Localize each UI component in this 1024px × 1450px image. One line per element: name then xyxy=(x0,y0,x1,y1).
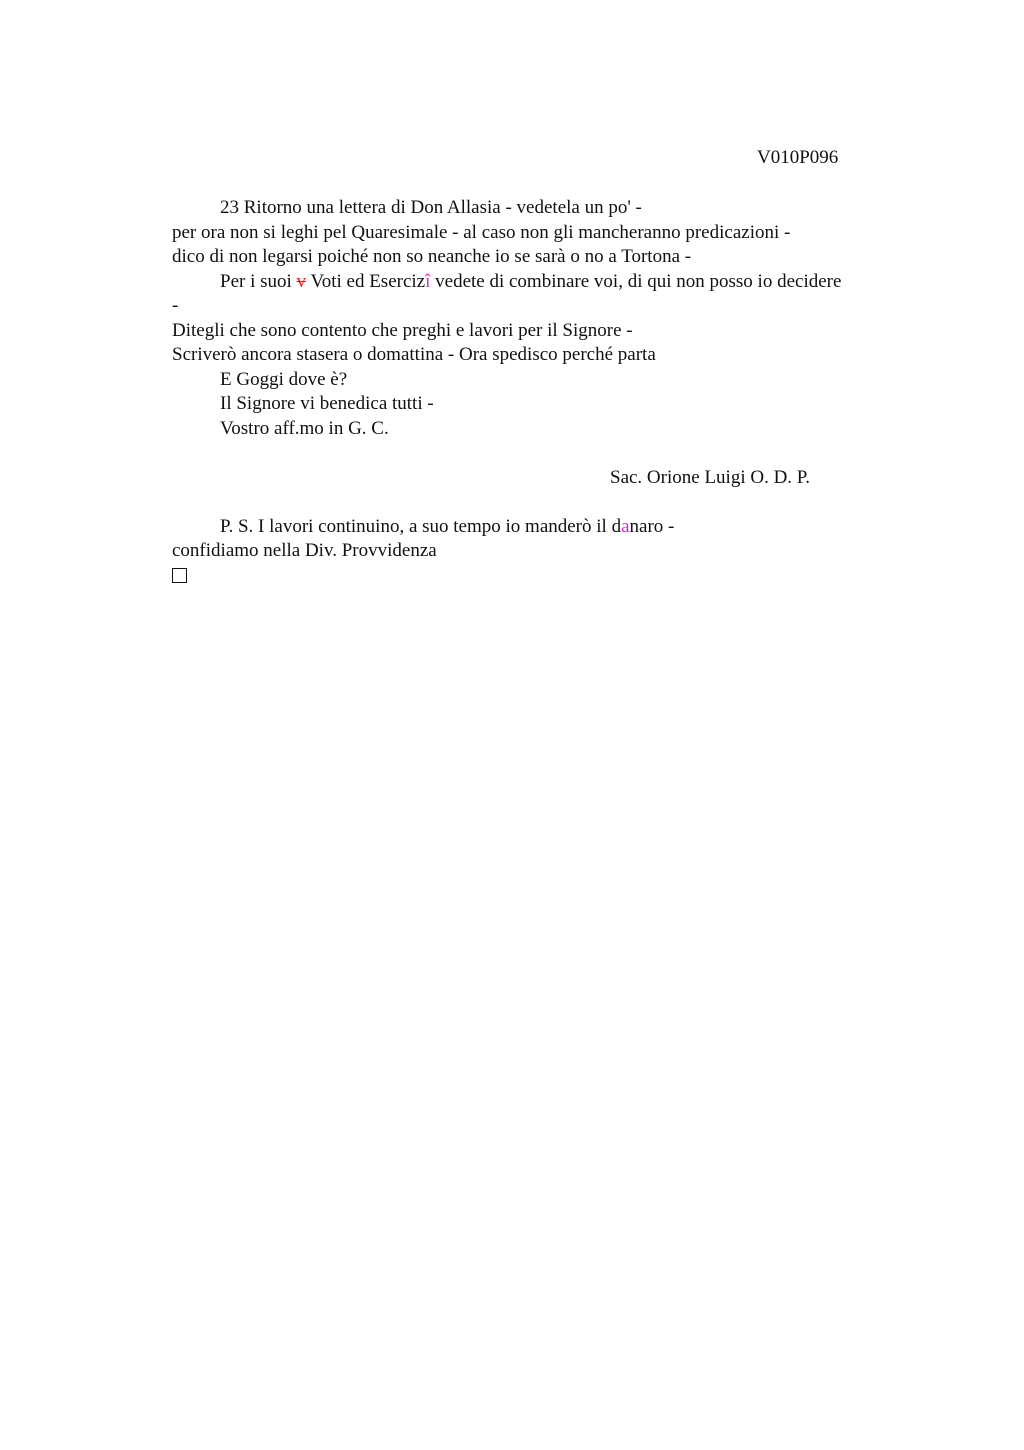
line-scrivero: Scriverò ancora stasera o domattina - Ora spedisco perché parta xyxy=(172,344,656,365)
postscript-line-2: confidiamo nella Div. Provvidenza xyxy=(172,540,437,561)
spacer xyxy=(172,441,912,466)
paragraph-1-line-1: 23 Ritorno una lettera di Don Allasia - vedetela un po' - xyxy=(220,197,642,218)
letter-body xyxy=(172,196,912,588)
reference-code: V010P096 xyxy=(757,147,839,168)
struck-letter: v xyxy=(296,270,307,292)
paragraph-2-suffix: vedete di combinare voi, di qui non posso io decidere xyxy=(430,270,842,292)
postscript-correction: a xyxy=(621,515,630,537)
line-ditegli: Ditegli che sono contento che preghi e lavori per il Signore - xyxy=(172,319,633,341)
line-closing: Vostro aff.mo in G. C. xyxy=(220,417,389,439)
paragraph-1-line-3: dico di non legarsi poiché non so neanche io se sarà o no a Tortona - xyxy=(172,246,692,267)
postscript-line-1 xyxy=(172,515,912,540)
paragraph-2-line-1 xyxy=(172,270,912,295)
paragraph-1-line-2: per ora non si leghi pel Quaresimale - al caso non gli mancheranno predicazioni - xyxy=(172,221,791,243)
line-goggi: E Goggi dove è? xyxy=(220,368,348,390)
accent-correction: î xyxy=(425,270,431,292)
end-marker xyxy=(172,564,912,589)
paragraph-2-wrap: - xyxy=(172,295,179,316)
spacer xyxy=(172,490,912,515)
line-benedica: Il Signore vi benedica tutti - xyxy=(220,393,434,414)
postscript-prefix: P. S. I lavori continuino, a suo tempo io manderò il d xyxy=(220,515,622,537)
postscript-suffix: naro - xyxy=(629,515,675,537)
signature: Sac. Orione Luigi O. D. P. xyxy=(610,466,811,488)
square-marker-icon xyxy=(172,568,187,583)
paragraph-2-middle: Voti ed Eserciz xyxy=(306,270,426,292)
paragraph-2-prefix: Per i suoi xyxy=(220,270,297,292)
